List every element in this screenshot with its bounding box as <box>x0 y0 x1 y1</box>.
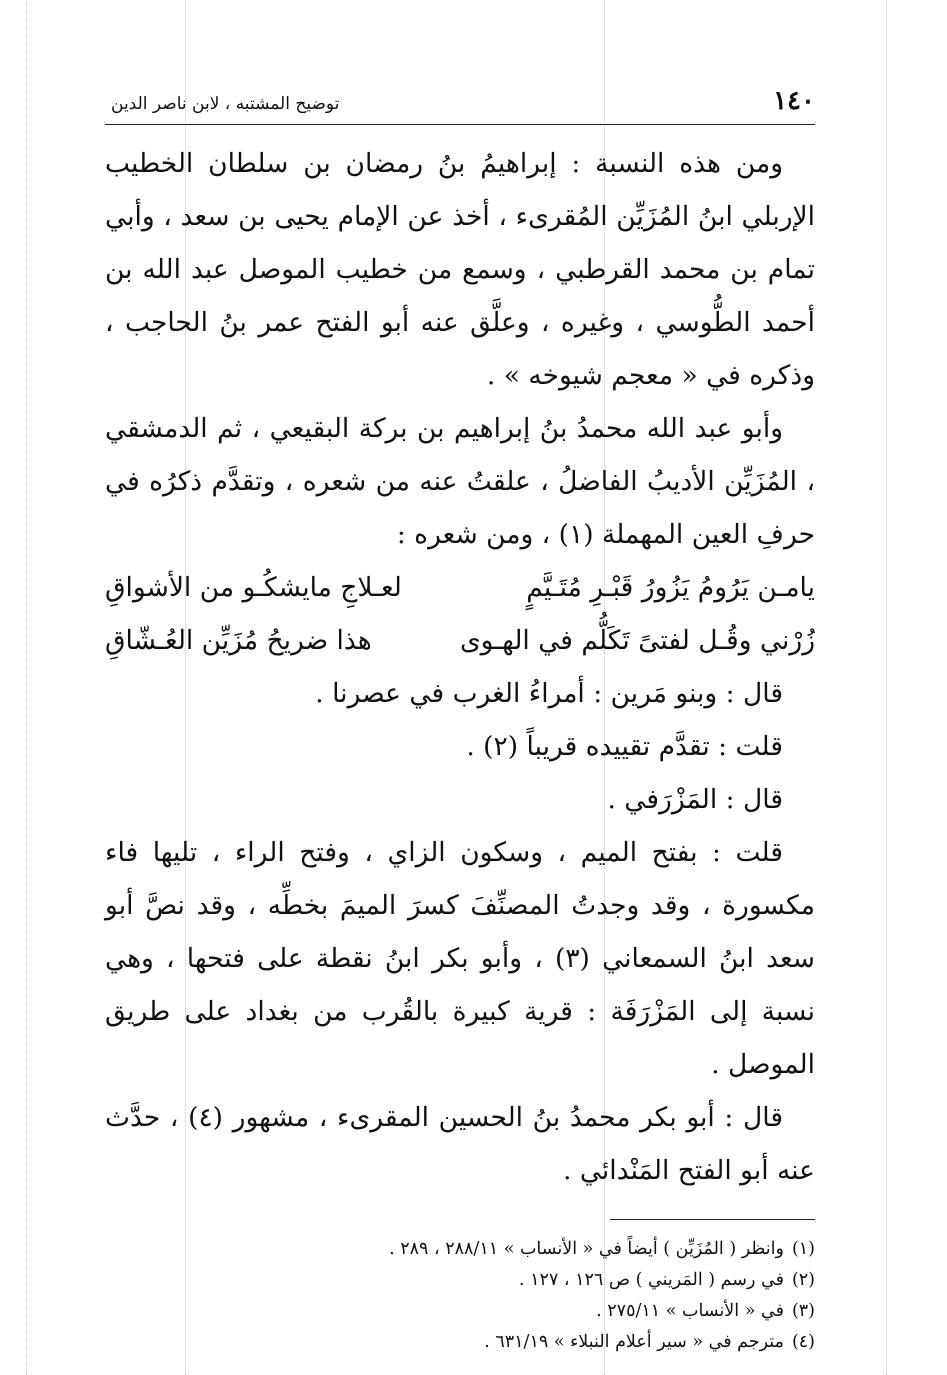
poem-line <box>105 561 815 614</box>
footnote-text: في « الأنساب » ٢٧٥/١١ . <box>596 1301 784 1321</box>
paragraph: وأبو عبد الله محمدُ بنُ إبراهيم بن بركة البقيعي ، ثم الدمشقي ، المُزَيِّن الأديبُ الفاضلُ ، علقتُ عنه من شعره ، وتقدَّم ذكرُه في حرفِ العين المهملة (١) ، ومن شعره : <box>105 413 815 550</box>
poem-hemistich-second: هذا ضريحُ مُزَيِّن العُـشّاقِ <box>105 625 372 656</box>
poem-hemistich-first: زُرْني وقُـل لفتىً تَكَلُّم في الهـوى <box>459 625 815 656</box>
entry-paragraph: قال : وبنو مَرين : أمراءُ الغرب في عصرنا . <box>315 678 783 709</box>
entry-paragraph: قال : المَزْرَفي . <box>607 784 783 815</box>
footnote-text: وانظر ( المُزَيِّن ) أيضاً في « الأنساب » ٢٨٨/١١ ، ٢٨٩ . <box>389 1239 784 1259</box>
poem-hemistich-first: يامـن يَرُومُ يَزُورُ قَبْـرِ مُتَـيَّمٍ <box>526 572 815 603</box>
page-header <box>105 86 815 125</box>
footnote <box>105 1234 815 1265</box>
footnote <box>105 1265 815 1296</box>
scan-guide-line <box>26 0 27 1375</box>
footnote-number: (١) <box>791 1239 815 1259</box>
footnote-number: (٤) <box>791 1332 815 1352</box>
poem-hemistich-second: لعـلاجِ مايشكُـو من الأشواقِ <box>105 572 402 603</box>
scan-guide-line <box>886 0 887 1375</box>
page-body <box>105 137 815 1197</box>
entry-paragraph: قلت : بفتح الميم ، وسكون الزاي ، وفتح الراء ، تليها فاء مكسورة ، وقد وجدتُ المصنِّفَ كسرَ الميمَ بخطِّه ، وقد نصَّ أبو سعد ابنُ السمعاني (٣) ، وأبو بكر ابنُ نقطة على فتحها ، وهي نسبة إلى المَزْرَفَة : قرية كبيرة بالقُرب من بغداد على طريق الموصل . <box>105 837 816 1080</box>
footnote-number: (٣) <box>791 1301 815 1321</box>
footnote <box>105 1327 815 1358</box>
poem <box>105 561 815 667</box>
running-title: توضيح المشتبه ، لابن ناصر الدين <box>111 94 340 114</box>
footnote <box>105 1296 815 1327</box>
entry-paragraph: قلت : تقدَّم تقييده قريباً (٢) . <box>466 731 783 762</box>
book-page <box>105 86 815 1358</box>
footnote-number: (٢) <box>791 1270 815 1290</box>
page-number: ١٤٠ <box>773 86 815 116</box>
footnote-separator <box>610 1219 815 1220</box>
footnotes <box>105 1234 815 1358</box>
footnote-text: مترجم في « سير أعلام النبلاء » ٦٣١/١٩ . <box>484 1332 784 1352</box>
entry-paragraph: قال : أبو بكر محمدُ بنُ الحسين المقرىء ، مشهور (٤) ، حدَّث عنه أبو الفتح المَنْدائي . <box>105 1102 815 1186</box>
poem-line <box>105 614 815 667</box>
paragraph: ومن هذه النسبة : إبراهيمُ بنُ رمضان بن سلطان الخطيب الإربلي ابنُ المُزَيِّن المُقرىء ، أخذ عن الإمام يحيى بن سعد ، وأبي تمام بن محمد القرطبي ، وسمع من خطيب الموصل عبد الله بن أحمد الطُّوسي ، وغيره ، وعلَّق عنه أبو الفتح عمر بنُ الحاجب ، وذكره في « معجم شيوخه » . <box>105 148 815 391</box>
footnote-text: في رسم ( المَريني ) ص ١٢٦ ، ١٢٧ . <box>519 1270 784 1290</box>
